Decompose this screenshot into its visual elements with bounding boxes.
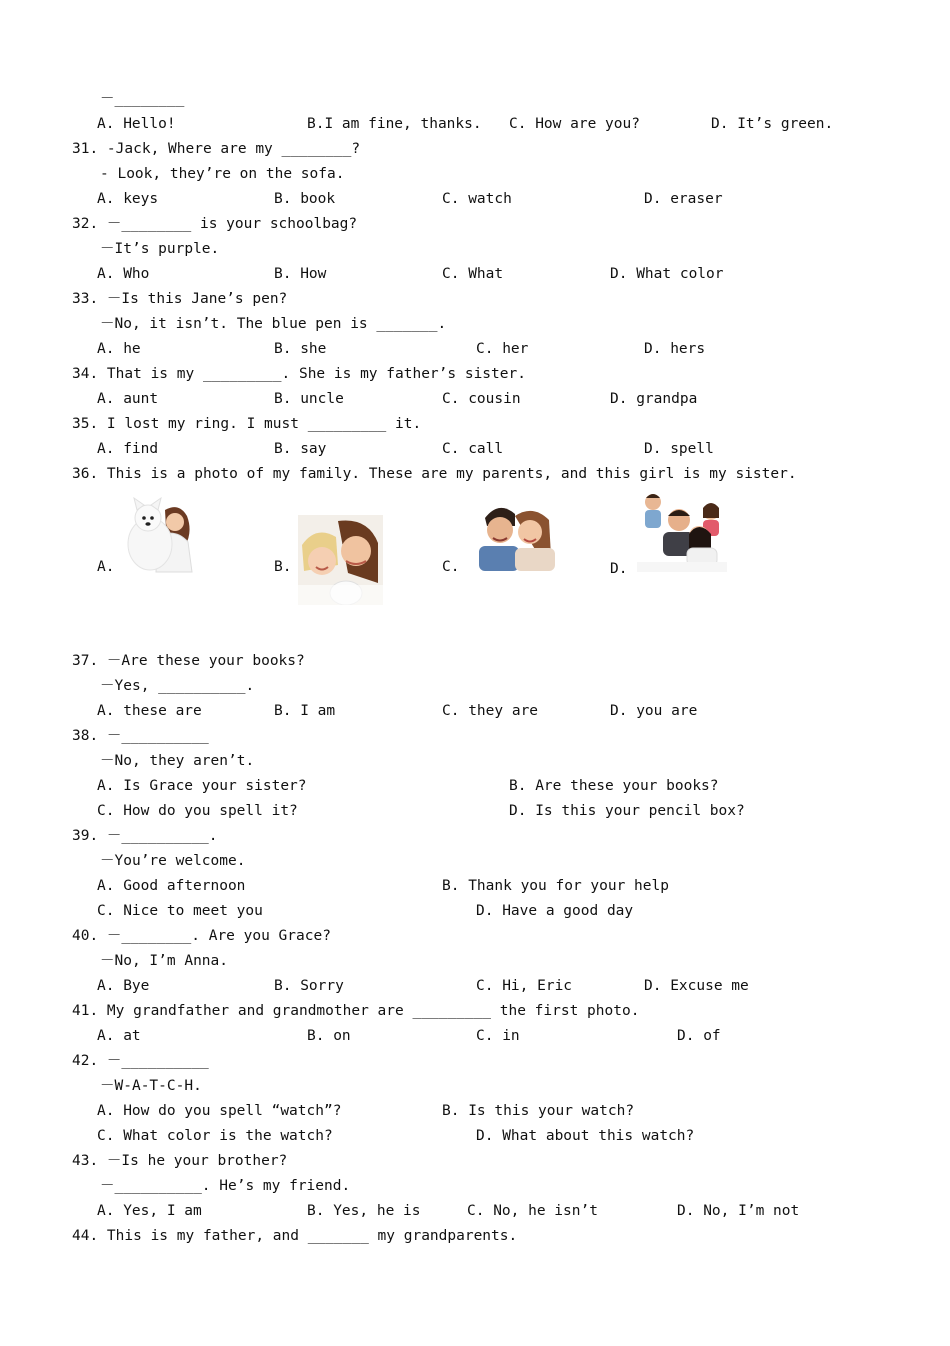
option-b: B. I am	[274, 703, 336, 719]
option-c: C.	[442, 559, 460, 575]
option-b: B. she	[274, 341, 327, 357]
option-d: D. Have a good day	[476, 903, 634, 919]
option-c: C. call	[442, 441, 504, 457]
option-b: B.	[274, 559, 292, 575]
q41-question: 41. My grandfather and grandmother are _________ the first photo.	[72, 1003, 640, 1019]
option-b: B.I am fine, thanks.	[307, 116, 482, 132]
option-a: A. Hello!	[97, 116, 176, 132]
girl-with-white-dog-photo	[120, 492, 204, 576]
q35-question: 35. I lost my ring. I must _________ it.	[72, 416, 422, 432]
q33-answer: －No, it isn’t. The blue pen is _______.	[100, 316, 447, 332]
option-a: A. Yes, I am	[97, 1203, 202, 1219]
option-d: D. Is this your pencil box?	[509, 803, 745, 819]
option-a: A. Who	[97, 266, 150, 282]
option-b: B. uncle	[274, 391, 344, 407]
option-b: B. Yes, he is	[307, 1203, 421, 1219]
option-b: B. book	[274, 191, 336, 207]
option-a: A. Good afternoon	[97, 878, 246, 894]
q43-question: 43. －Is he your brother?	[72, 1153, 288, 1169]
option-c: C. watch	[442, 191, 512, 207]
option-a: A. aunt	[97, 391, 159, 407]
option-c: C. What color is the watch?	[97, 1128, 333, 1144]
option-d: D. It’s green.	[711, 116, 834, 132]
option-d: D. hers	[644, 341, 706, 357]
mother-and-daughter-photo	[298, 515, 383, 605]
option-d: D.	[610, 561, 628, 577]
option-a: A. these are	[97, 703, 202, 719]
q32-answer: －It’s purple.	[100, 241, 220, 257]
option-c: C. her	[476, 341, 529, 357]
q31-question: 31. -Jack, Where are my ________?	[72, 141, 361, 157]
q42-question: 42. －__________	[72, 1053, 209, 1069]
option-c: C. How do you spell it?	[97, 803, 298, 819]
family-of-four-photo	[637, 490, 727, 572]
option-b: B. say	[274, 441, 327, 457]
q31-answer: - Look, they’re on the sofa.	[100, 166, 345, 182]
option-b: B. Are these your books?	[509, 778, 719, 794]
option-b: B. Thank you for your help	[442, 878, 669, 894]
q40-question: 40. －________. Are you Grace?	[72, 928, 331, 944]
option-c: C. in	[476, 1028, 520, 1044]
q37-answer: －Yes, __________.	[100, 678, 255, 694]
option-c: C. No, he isn’t	[467, 1203, 598, 1219]
option-d: D. grandpa	[610, 391, 698, 407]
option-a: A. keys	[97, 191, 159, 207]
option-a: A.	[97, 559, 115, 575]
option-a: A. Is Grace your sister?	[97, 778, 307, 794]
option-c: C. What	[442, 266, 504, 282]
q30-prompt: －________	[100, 91, 185, 107]
q32-question: 32. －________ is your schoolbag?	[72, 216, 358, 232]
option-c: C. they are	[442, 703, 539, 719]
q36-question: 36. This is a photo of my family. These are my parents, and this girl is my sister.	[72, 466, 797, 482]
man-and-woman-couple-photo	[475, 498, 557, 571]
q42-answer: －W-A-T-C-H.	[100, 1078, 202, 1094]
option-d: D. you are	[610, 703, 698, 719]
option-c: C. Hi, Eric	[476, 978, 573, 994]
option-a: A. find	[97, 441, 159, 457]
q43-answer: －__________. He’s my friend.	[100, 1178, 351, 1194]
option-d: D. of	[677, 1028, 721, 1044]
option-b: B. How	[274, 266, 327, 282]
q39-question: 39. －__________.	[72, 828, 218, 844]
q33-question: 33. －Is this Jane’s pen?	[72, 291, 288, 307]
q44-question: 44. This is my father, and _______ my grandparents.	[72, 1228, 518, 1244]
q38-answer: －No, they aren’t.	[100, 753, 255, 769]
option-a: A. at	[97, 1028, 141, 1044]
q34-question: 34. That is my _________. She is my father’s sister.	[72, 366, 526, 382]
option-a: A. How do you spell “watch”?	[97, 1103, 342, 1119]
option-d: D. Excuse me	[644, 978, 749, 994]
option-d: D. What color	[610, 266, 724, 282]
option-c: C. How are you?	[509, 116, 640, 132]
option-c: C. cousin	[442, 391, 521, 407]
q38-question: 38. －__________	[72, 728, 209, 744]
q39-answer: －You’re welcome.	[100, 853, 246, 869]
option-b: B. Is this your watch?	[442, 1103, 635, 1119]
q37-question: 37. －Are these your books?	[72, 653, 305, 669]
option-a: A. Bye	[97, 978, 150, 994]
option-d: D. spell	[644, 441, 714, 457]
option-b: B. on	[307, 1028, 351, 1044]
option-d: D. eraser	[644, 191, 723, 207]
q40-answer: －No, I’m Anna.	[100, 953, 228, 969]
option-d: D. No, I’m not	[677, 1203, 800, 1219]
option-d: D. What about this watch?	[476, 1128, 695, 1144]
option-c: C. Nice to meet you	[97, 903, 263, 919]
option-a: A. he	[97, 341, 141, 357]
option-b: B. Sorry	[274, 978, 344, 994]
